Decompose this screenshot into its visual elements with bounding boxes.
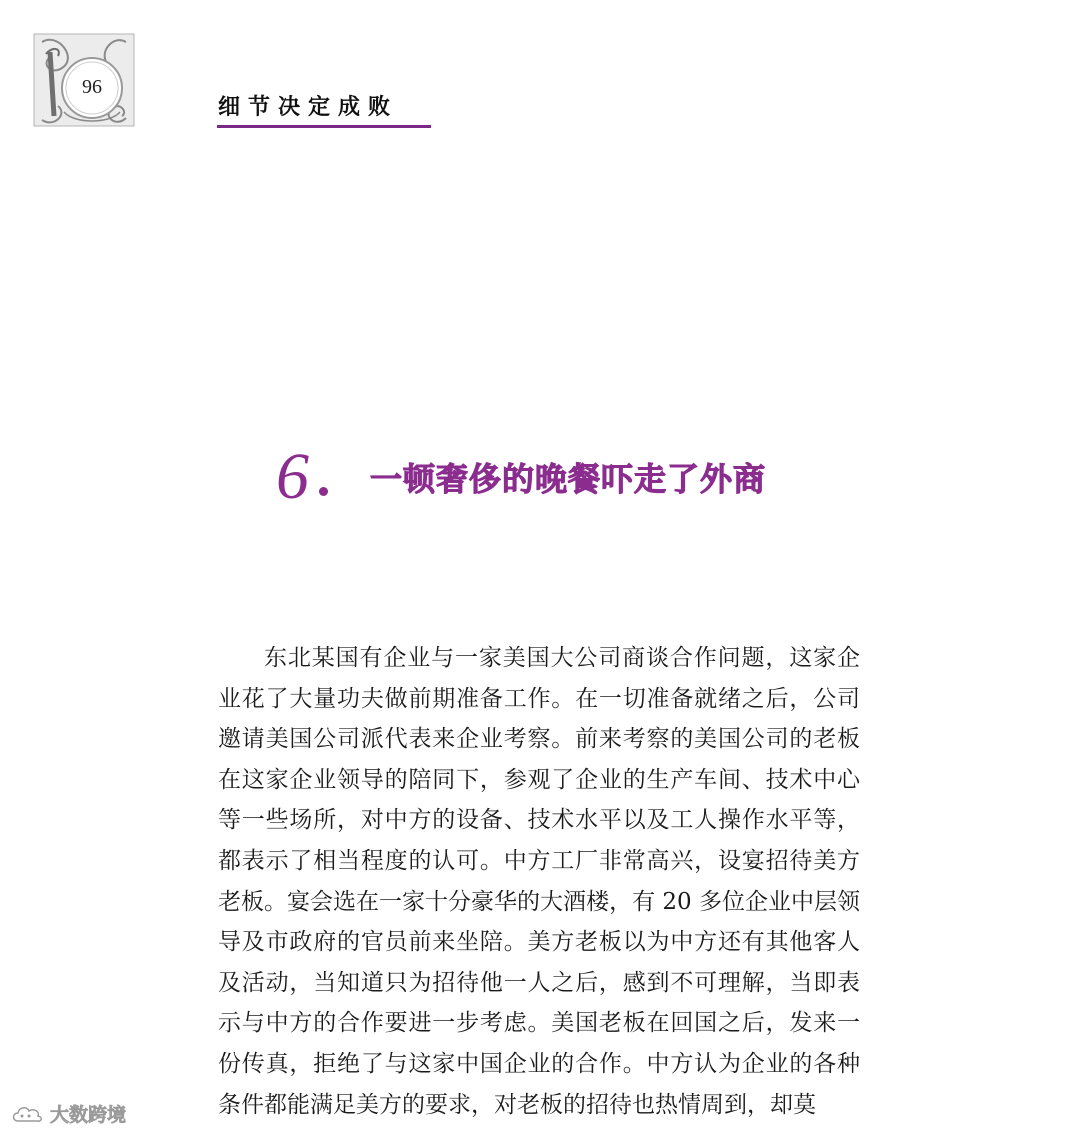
chapter-title: 一顿奢侈的晚餐吓走了外商: [370, 460, 767, 498]
chapter-number: 6: [276, 440, 309, 513]
running-header-title: 细节决定成败: [218, 94, 399, 120]
page-number: 96: [82, 76, 102, 98]
cloud-logo-icon: [10, 1103, 44, 1125]
watermark-text: 大数跨境: [50, 1104, 127, 1126]
chapter-number-dot: [319, 487, 328, 496]
watermark: [10, 1100, 126, 1127]
chapter-heading: [276, 432, 766, 522]
body-paragraph: 东北某国有企业与一家美国大公司商谈合作问题，这家企业花了大量功夫做前期准备工作。在一切准备就绪之后，公司邀请美国公司派代表来企业考察。前来考察的美国公司的老板在这家企业领导的陪同下，参观了企业的生产车间、技术中心等一些场所，对中方的设备、技术水平以及工人操作水平等，都表示了相当程度的认可。中方工厂非常高兴，设宴招待美方老板。宴会选在一家十分豪华的大酒楼，有 20 多位企业中层领导及市政府的官员前来坐陪。美方老板以为中方还有其他客人及活动，当知道只为招待他一人之后，感到不可理解，当即表示与中方的合作要进一步考虑。美国老板在回国之后，发来一份传真，拒绝了与这家中国企业的合作。中方认为企业的各种条件都能满足美方的要求，对老板的招待也热情周到，却莫: [218, 645, 860, 1118]
header-rule: [217, 125, 431, 128]
